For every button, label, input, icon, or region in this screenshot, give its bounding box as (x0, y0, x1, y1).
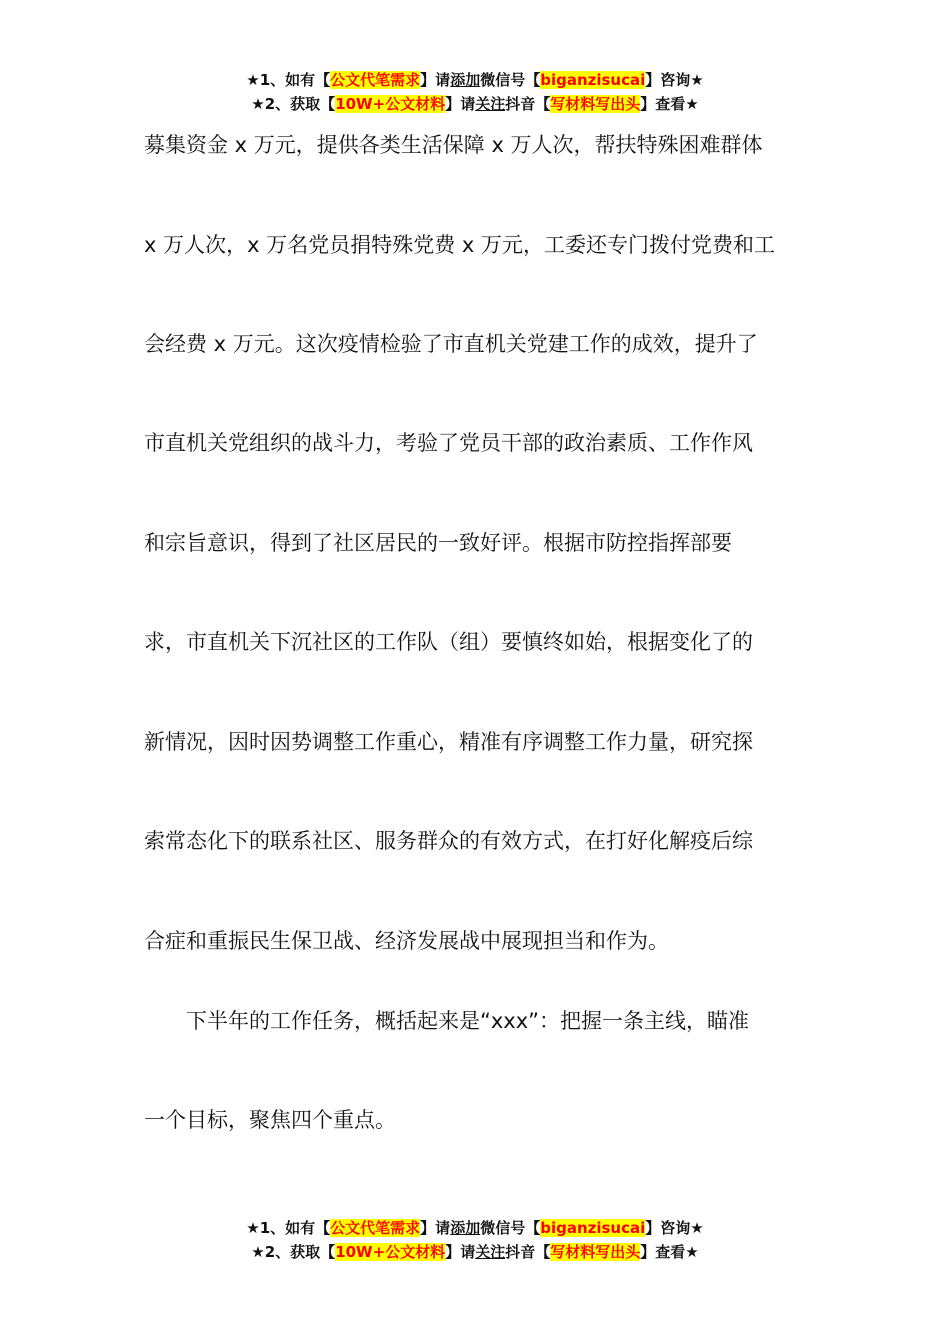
body-line: 募集资金 x 万元，提供各类生活保障 x 万人次，帮扶特殊困难群体 (144, 133, 763, 157)
promo-highlight: 写材料写出头 (550, 95, 641, 113)
body-line: 合症和重振民生保卫战、经济发展战中展现担当和作为。 (144, 929, 669, 953)
promo-highlight: 10W+公文材料 (335, 95, 446, 113)
body-line: 和宗旨意识，得到了社区居民的一致好评。根据市防控指挥部要 (144, 531, 732, 555)
footer-promo-banner (0, 1216, 950, 1264)
promo-highlight: 公文代笔需求 (330, 71, 421, 89)
promo-text: 】咨询★ (645, 71, 704, 89)
promo-highlight: biganzisucai (540, 1219, 646, 1237)
promo-underlined-text: 添加 (450, 71, 481, 89)
promo-text: 抖音【 (505, 1243, 551, 1261)
promo-text: ★1、如有【 (246, 71, 331, 89)
promo-text: 】请 (445, 95, 476, 113)
promo-highlight: 写材料写出头 (550, 1243, 641, 1261)
body-line: 求，市直机关下沉社区的工作队（组）要慎终如始，根据变化了的 (144, 630, 753, 654)
promo-text: 】咨询★ (645, 1219, 704, 1237)
promo-text: 】请 (445, 1243, 476, 1261)
promo-text: 】查看★ (640, 95, 699, 113)
promo-line-2 (0, 1240, 950, 1264)
promo-text: 】请 (420, 1219, 451, 1237)
promo-text: ★1、如有【 (246, 1219, 331, 1237)
promo-text: 】查看★ (640, 1243, 699, 1261)
promo-line-1 (0, 1216, 950, 1240)
promo-underlined-text: 关注 (475, 1243, 506, 1261)
promo-highlight: 公文代笔需求 (330, 1219, 421, 1237)
promo-highlight: 10W+公文材料 (335, 1243, 446, 1261)
promo-underlined-text: 添加 (450, 1219, 481, 1237)
body-line: 一个目标，聚焦四个重点。 (144, 1108, 396, 1132)
body-line: 新情况，因时因势调整工作重心，精准有序调整工作力量，研究探 (144, 730, 753, 754)
promo-text: 微信号【 (480, 1219, 541, 1237)
body-line: x 万人次，x 万名党员捐特殊党费 x 万元，工委还专门拨付党费和工 (144, 233, 775, 257)
body-line: 会经费 x 万元。这次疫情检验了市直机关党建工作的成效，提升了 (144, 332, 758, 356)
body-line: 索常态化下的联系社区、服务群众的有效方式，在打好化解疫后综 (144, 829, 753, 853)
promo-text: 微信号【 (480, 71, 541, 89)
promo-text: 抖音【 (505, 95, 551, 113)
promo-text: 】请 (420, 71, 451, 89)
promo-highlight: biganzisucai (540, 71, 646, 89)
body-line: 市直机关党组织的战斗力，考验了党员干部的政治素质、工作作风 (144, 431, 753, 455)
promo-text: ★2、获取【 (251, 1243, 336, 1261)
promo-text: ★2、获取【 (251, 95, 336, 113)
body-line: 下半年的工作任务，概括起来是“xxx”：把握一条主线，瞄准 (144, 1009, 750, 1033)
promo-underlined-text: 关注 (475, 95, 506, 113)
